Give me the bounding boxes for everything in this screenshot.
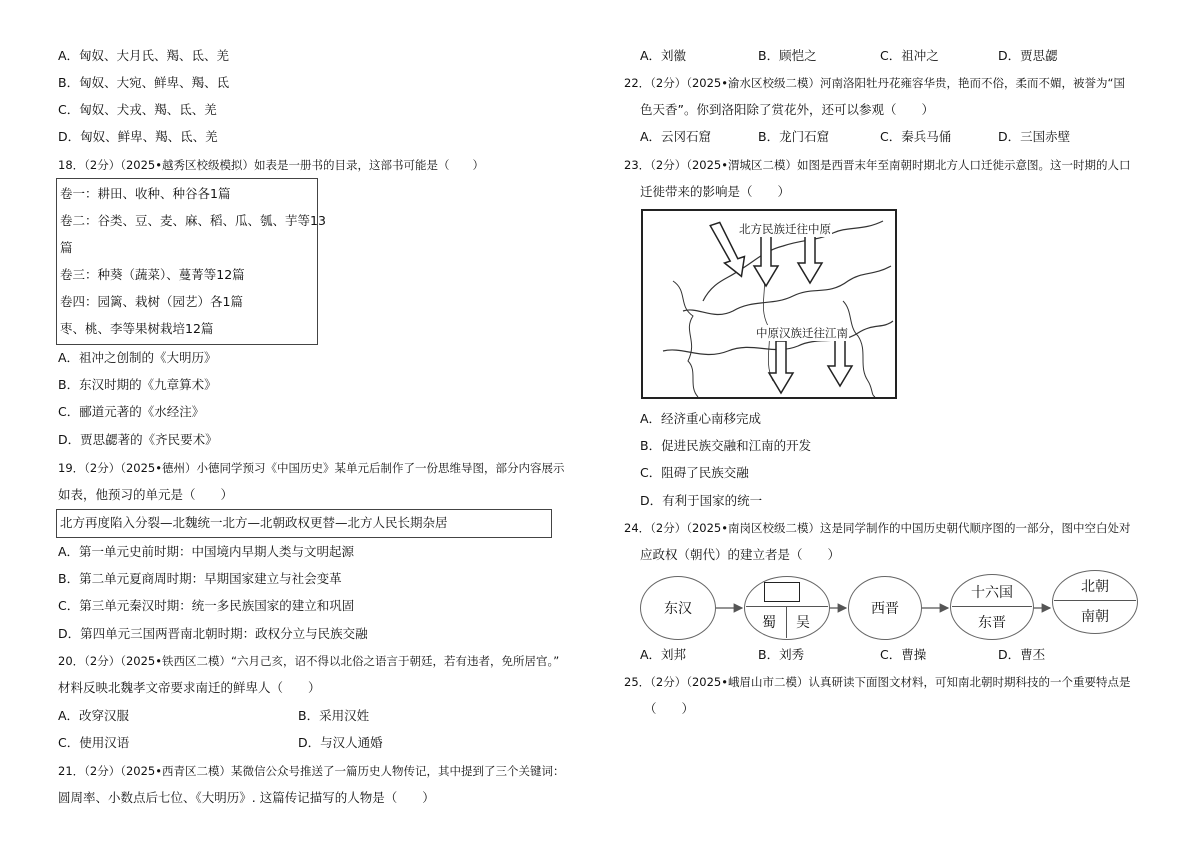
q23-stem-line2: 迁徙带来的影响是（ ） xyxy=(640,184,791,199)
divider-horizontal xyxy=(1054,600,1136,601)
q23-option-d: D．有利于国家的统一 xyxy=(640,493,763,508)
q17-option-b: B．匈奴、大宛、鲜卑、羯、氐 xyxy=(58,75,230,90)
migration-map xyxy=(641,209,897,399)
q19-option-b: B．第二单元夏商周时期：早期国家建立与社会变革 xyxy=(58,571,342,586)
west-border xyxy=(673,281,698,397)
label-shu: 蜀 xyxy=(762,615,776,631)
q20-stem-line2: 材料反映北魏孝文帝要求南迁的鲜卑人（ ） xyxy=(58,680,321,695)
q25-stem-line1: 25．（2分）（2025•峨眉山市二模）认真研读下面图文材料，可知南北朝时期科技的一个重要特点是 xyxy=(624,675,1131,689)
blank-box xyxy=(764,582,800,602)
label-wu: 吴 xyxy=(796,615,810,631)
q22-option-a: A．云冈石窟 xyxy=(640,129,712,144)
q22-stem-line1: 22．（2分）（2025•渝水区校级二模）河南洛阳牡丹花雍容华贵，艳而不俗，柔而不媚，被誉为“国 xyxy=(624,76,1125,90)
q18-option-c: C．郦道元著的《水经注》 xyxy=(58,404,205,419)
q19-stem-line2: 如表，他预习的单元是（ ） xyxy=(58,487,234,502)
q23-option-c: C．阻碍了民族交融 xyxy=(640,465,749,480)
q21-option-d: D．贾思勰 xyxy=(998,48,1058,63)
q18-option-a: A．祖冲之创制的《大明历》 xyxy=(58,350,217,365)
east-coast xyxy=(843,301,875,397)
q18-table-box xyxy=(56,178,326,345)
q18-box-row: 枣、桃、李等果树栽培12篇 xyxy=(60,321,214,336)
arrow-down-icon xyxy=(798,229,822,283)
q17-option-d: D．匈奴、鲜卑、羯、氐、羌 xyxy=(58,129,218,144)
q17-option-a: A．匈奴、大月氏、羯、氐、羌 xyxy=(58,48,230,63)
map-drawing xyxy=(643,211,895,397)
divider-vertical xyxy=(786,606,787,638)
label-sixteen-kingdoms: 十六国 xyxy=(971,585,1013,601)
divider-horizontal xyxy=(952,606,1032,607)
q21-option-c: C．祖冲之 xyxy=(880,48,939,63)
map-label-south: 中原汉族迁往江南 xyxy=(756,326,848,340)
q19-mindmap-box xyxy=(56,509,552,538)
divider-horizontal xyxy=(746,606,828,607)
q22-option-c: C．秦兵马俑 xyxy=(880,129,952,144)
q24-option-d: D．曹丕 xyxy=(998,647,1046,662)
q24-option-c: C．曹操 xyxy=(880,647,927,662)
label-western-jin: 西晋 xyxy=(871,601,899,617)
label-southern-dynasties: 南朝 xyxy=(1081,609,1109,625)
q18-box-row: 篇 xyxy=(60,240,73,255)
q18-box-row: 卷三：种葵（蔬菜）、蔓菁等12篇 xyxy=(60,267,245,282)
q23-option-a: A．经济重心南移完成 xyxy=(640,411,762,426)
yellow-river xyxy=(683,266,891,315)
q21-option-b: B．顾恺之 xyxy=(758,48,817,63)
q22-option-b: B．龙门石窟 xyxy=(758,129,830,144)
q24-option-b: B．刘秀 xyxy=(758,647,805,662)
q19-option-c: C．第三单元秦汉时期：统一多民族国家的建立和巩固 xyxy=(58,598,355,613)
q19-stem-line1: 19．（2分）（2025•德州）小德同学预习《中国历史》某单元后制作了一份思维导图，部分内容展示 xyxy=(58,461,565,475)
q18-box-row: 卷一：耕田、收种、种谷各1篇 xyxy=(60,186,231,201)
q19-option-d: D．第四单元三国两晋南北朝时期：政权分立与民族交融 xyxy=(58,626,368,641)
q20-stem-line1: 20．（2分）（2025•铁西区二模）“六月己亥，诏不得以北俗之语言于朝廷，若有违者，免所居官。” xyxy=(58,654,560,668)
q18-option-b: B．东汉时期的《九章算术》 xyxy=(58,377,217,392)
q18-option-d: D．贾思勰著的《齐民要术》 xyxy=(58,432,218,447)
q25-stem-line2: （ ） xyxy=(644,701,695,716)
q19-option-a: A．第一单元史前时期：中国境内早期人类与文明起源 xyxy=(58,544,355,559)
q20-option-c: C．使用汉语 xyxy=(58,735,130,750)
q22-stem-line2: 色天香”。你到洛阳除了赏花外，还可以参观（ ） xyxy=(640,102,934,117)
q18-box-row: 卷四：园篱、栽树（园艺）各1篇 xyxy=(60,294,243,309)
label-eastern-han: 东汉 xyxy=(664,601,692,617)
q24-stem-line2: 应政权（朝代）的建立者是（ ） xyxy=(640,547,841,562)
q23-option-b: B．促进民族交融和江南的开发 xyxy=(640,438,812,453)
map-label-north: 北方民族迁往中原 xyxy=(739,222,831,236)
q24-stem-line1: 24．（2分）（2025•南岗区校级二模）这是同学制作的中国历史朝代顺序图的一部分，图中空白处对 xyxy=(624,521,1131,535)
q20-option-d: D．与汉人通婚 xyxy=(298,735,383,750)
q18-box-row: 卷二：谷类、豆、麦、麻、稻、瓜、瓠、芋等13 xyxy=(60,213,326,228)
q24-option-a: A．刘邦 xyxy=(640,647,687,662)
label-eastern-jin: 东晋 xyxy=(978,615,1006,631)
q22-option-d: D．三国赤壁 xyxy=(998,129,1071,144)
dynasty-diagram xyxy=(636,570,1166,640)
q20-option-a: A．改穿汉服 xyxy=(58,708,130,723)
q21-option-a: A．刘徽 xyxy=(640,48,687,63)
q20-option-b: B．采用汉姓 xyxy=(298,708,370,723)
q23-stem-line1: 23．（2分）（2025•渭城区二模）如图是西晋末年至南朝时期北方人口迁徙示意图。这一时期的人口 xyxy=(624,158,1131,172)
q17-option-c: C．匈奴、犬戎、羯、氐、羌 xyxy=(58,102,217,117)
q18-stem: 18．（2分）（2025•越秀区校级模拟）如表是一册书的目录，这部书可能是（ ） xyxy=(58,158,484,172)
arrow-down-icon xyxy=(828,336,852,386)
label-northern-dynasties: 北朝 xyxy=(1081,579,1109,595)
q21-stem-line1: 21．（2分）（2025•西青区二模）某微信公众号推送了一篇历史人物传记，其中提到了三个关键词： xyxy=(58,764,565,778)
q19-box-text: 北方再度陷入分裂—北魏统一北方—北朝政权更替—北方人民长期杂居 xyxy=(60,515,448,530)
q21-stem-line2: 圆周率、小数点后七位、《大明历》. 这篇传记描写的人物是（ ） xyxy=(58,790,435,805)
